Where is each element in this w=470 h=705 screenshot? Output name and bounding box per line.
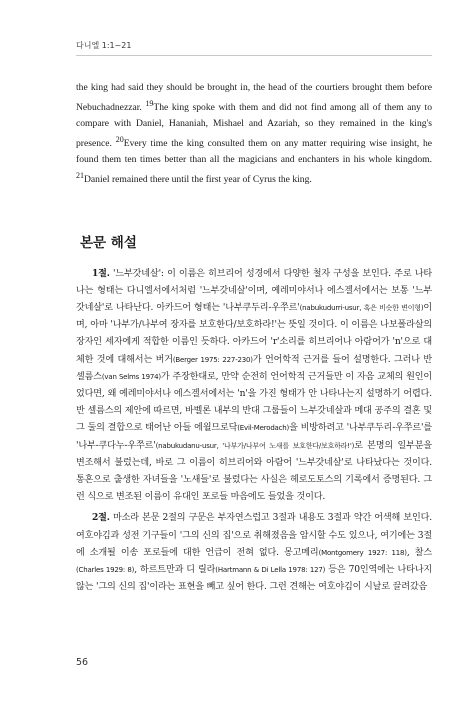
p2-text-a: 마소라 본문 2절의 구문은 부자연스럽고 3절과 내용도 3절과 약간 어색해 보인다. 여호야김과 성전 기구들이 '그의 신의 집'으로 취해졌음을 암시할 수도 있으나, 여기에는 3절에 소개될 이송 포로들에 대한 언급이 전혀 없다. 몽고메리 [76,513,432,558]
citation-hartmann-di-lella: (Hartmann & Di Lella 1978: 127) [215,566,326,575]
p1-text-b: 이며, 아마 '나부가/나부여 장자를 보호한다/보호하라!'는 뜻일 것이다. 이 이름은 나보폴라살의 장자인 세자에게 적합한 이름인 듯하다. 아카드어 'r'소리를 히브리어나 아람어가 'n'으로 대체한 것에 대해서는 버거 [76,302,432,365]
akkadian-note: (nabukudurri-usur, 혹은 비슷한 변이형) [299,303,424,312]
verse-number-21: 21 [76,171,84,181]
verse-number-19: 19 [145,99,154,108]
p1-text-f: 로 본명의 일부분을 변조해서 불렀는데, 바로 그 이름이 히브리어와 아람어 '느부갓네살'로 나타났다는 것이다. 통혼으로 출생한 자녀들을 '노새들'로 불렀다는 사실은 헤로도토스의 기록에서 증명된다. 그런 식으로 변조된 이름이 유대인 포로들 마음에도 들었을 것이다. [76,440,433,503]
citation-charles: (Charles 1929: 8) [76,566,135,575]
verse-number-20: 20 [115,135,124,145]
p1-text-d: 가 주장한대로, 만약 순전히 언어학적 근거들만 이 자음 교체의 원인이었다면, 왜 예레미야서나 에스겔서에서는 'n'을 가진 형태가 안 나타나는지 설명하기 어렵다. 반 셀름스의 제안에 따르면, 바벨론 내부의 반대 그룹들이 느부갓네살과 메대 공주의 결혼 및 그 둘의 결합으로 태어난 아들 에윌므로닥 [76,371,432,434]
commentary-paragraph-1 [76,265,432,507]
commentary-body [76,265,432,597]
p1-text-c: 가 언어학적 근거를 들어 설명한다. 그러나 반 셀름스 [76,354,432,382]
evil-merodach-note: (Evil-Merodach) [237,424,290,433]
page-number: 56 [76,657,89,668]
verse-label-2: 2절. [92,512,110,524]
verse-19-text: The king spoke with them and did not find among all of them any to compare with Daniel, Hananiah, Mishael and Azariah, so they remained in the king's presence. [76,102,432,150]
p2-text-b: , 찰스 [406,547,432,558]
p1-text-a: '느부갓네살': 이 이름은 히브리어 성경에서 다양한 철자 구성을 보인다. 주로 나타나는 형태는 다니엘서에서처럼 '느부갓네살'이며, 예레미야서나 에스겔서에서는 보통 '느부갓네살'로 나타난다. 아카드어 형태는 '나부쿠두리-우쭈르' [76,268,432,313]
p2-text-c: , 하르트만과 디 릴라 [134,565,216,576]
section-title: 본문 해설 [80,234,137,251]
running-head: 다니엘 1:1~21 [76,41,132,50]
citation-berger: (Berger 1975: 227-230) [172,355,253,364]
citation-van-selms: (van Selms 1974) [101,372,161,381]
verse-18-tail: the king had said they should be brought in, the head of the courtiers brought them before Nebuchadnezzar. [76,82,432,114]
citation-montgomery: (Montgomery 1927: 118) [318,548,407,557]
nabukudanu-note: (nabukudanu-usur, '나부가/나부여 노새를 보호한다/보호하라!') [155,441,355,450]
commentary-paragraph-2 [76,509,432,596]
page-body [76,80,432,596]
verse-20-text: Every time the king consulted them on any matter requiring wise insight, he found them ten times better than all the magicians and enchanters in his whole kingdom. [76,138,432,166]
verse-label-1: 1절. [92,267,110,279]
english-translation [76,80,432,189]
translation-paragraph [76,80,432,189]
verse-21-text: Daniel remained there until the first year of Cyrus the king. [84,174,312,186]
header-rule [76,55,432,56]
p2-text-d: 등은 70인역에는 나타나지 않는 '그의 신의 집'이라는 표현을 빼고 싶어 한다. 그런 견해는 여호야김이 시날로 끌려갔음 [76,565,433,593]
p1-text-e: 을 비방하려고 '나부쿠두리-우쭈르'를 '나부-쿠다누-우쭈르' [76,423,432,451]
